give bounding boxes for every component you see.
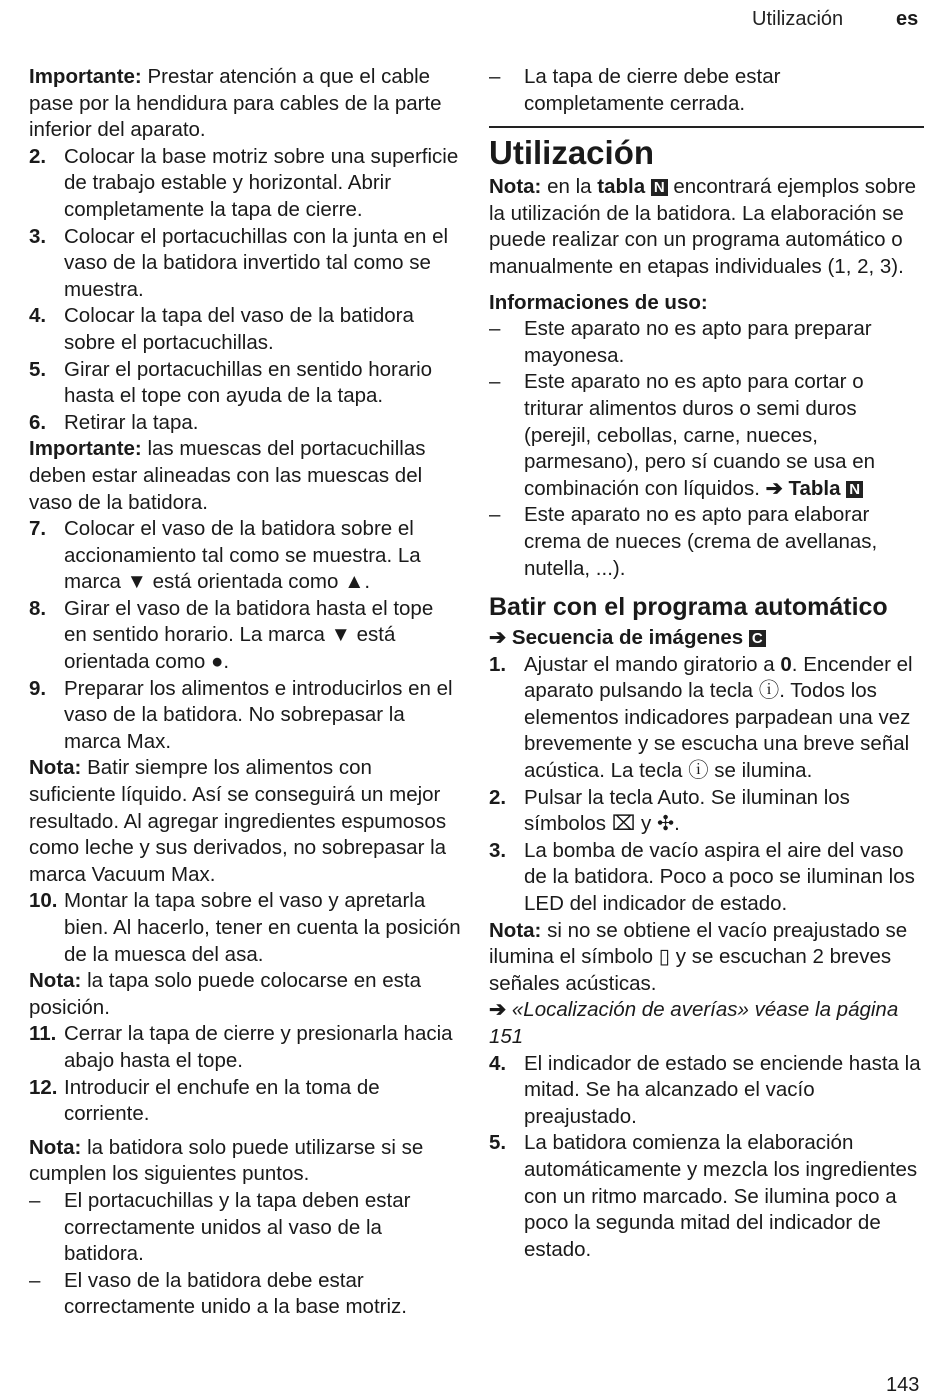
list-item: [489, 652, 924, 785]
table-n-badge: N: [651, 179, 668, 196]
step-text: Colocar el portacuchillas con la junta en el vaso de la batidora invertido tal como se muestra.: [64, 224, 449, 301]
arrow-icon: ➔: [489, 998, 507, 1022]
step-number: 9.: [29, 676, 47, 700]
list-item: [29, 596, 461, 676]
step-text: . Encender el aparato pulsando la tecla ⓘ. Todos los elementos indicadores parpadean una vez brevemente y se escucha una breve señal acústica. La tecla ⓘ se ilumina.: [524, 652, 913, 783]
step-text: Preparar los alimentos e introducirlos en el vaso de la batidora. No sobrepasar la marca: [64, 676, 453, 753]
usage-note: [489, 174, 924, 280]
step-number: 11.: [29, 1022, 57, 1046]
steps-2-6: [29, 144, 461, 437]
step-text: Pulsar la tecla: [524, 785, 658, 809]
list-item: [29, 224, 461, 304]
punct: .: [165, 729, 172, 753]
header-language: es: [896, 8, 919, 30]
table-ref: Tabla: [788, 476, 841, 500]
step-text: Colocar la tapa del vaso de la batidora sobre el portacuchillas.: [64, 304, 414, 354]
table-ref: tabla: [597, 175, 646, 199]
right-column: [489, 64, 924, 1263]
important-text: Prestar atención a que el cable pase por la hendidura para cables de la parte inferior del aparato.: [29, 65, 442, 142]
subsection-heading: Batir con el programa automático: [489, 593, 888, 622]
step-text: Colocar el vaso de la batidora sobre el accionamiento tal como se muestra. La marca ▼ está orientada como ▲.: [64, 517, 421, 594]
step-number: 7.: [29, 517, 47, 541]
list-item: [29, 357, 461, 410]
note-label: Nota:: [29, 756, 82, 780]
list-item: [489, 64, 924, 117]
step-text: Girar el vaso de la batidora hasta el tope en sentido horario. La marca ▼ está orientada como ●.: [64, 596, 434, 674]
step-text: La batidora comienza la elaboración automáticamente y mezcla los ingredientes con un ritmo marcado. Se ilumina poco a poco la segunda mitad del indicador de estado.: [524, 1131, 918, 1261]
step-text: Girar el portacuchillas en sentido horario hasta el tope con ayuda de la tapa.: [64, 357, 433, 408]
usage-info-heading: [489, 290, 924, 317]
step-number: 4.: [29, 304, 47, 328]
list-item: [489, 502, 924, 582]
dash-bullet: –: [489, 370, 501, 394]
important-label: Importante:: [29, 65, 142, 88]
note-2: [29, 968, 461, 1021]
step-number: 3.: [29, 224, 47, 248]
troubleshooting-ref: [489, 997, 924, 1050]
list-item: [489, 785, 924, 838]
list-item: [489, 838, 924, 918]
step-text: Introducir el enchufe en la toma de corriente.: [64, 1075, 380, 1126]
note-label: Nota:: [29, 969, 82, 993]
list-item: [29, 888, 461, 968]
header-section-title: Utilización: [752, 8, 844, 30]
reference-text: «Localización de averías» véase la página 151: [489, 998, 899, 1048]
note-label: Nota:: [29, 1135, 82, 1159]
step-number: 12.: [29, 1075, 58, 1099]
item-text: Este aparato no es apto para cortar o triturar alimentos duros o semi duros (perejil, cebollas, carne, nueces, parmesano), pero sí cuando se usa en combinación con líquidos.: [524, 370, 875, 500]
left-column: [29, 64, 461, 1321]
list-item: [29, 410, 461, 437]
important-label: Importante:: [29, 437, 142, 461]
list-item: [29, 144, 461, 224]
arrow-icon: ➔: [489, 626, 507, 650]
step-number: 8.: [29, 596, 47, 620]
step-number: 3.: [489, 838, 507, 862]
item-text: Este aparato no es apto para preparar mayonesa.: [524, 317, 872, 367]
punct: .: [209, 862, 216, 886]
note-text: encontrará ejemplos sobre la utilización de la batidora. La elaboración se puede realizar con un programa automático o manualmente en etapas individuales (1, 2, 3).: [489, 175, 917, 278]
step-text: La bomba de vacío aspira el aire del vaso de la batidora. Poco a poco se iluminan los LED del indicador de estado.: [524, 838, 915, 916]
dash-bullet: –: [29, 1268, 41, 1292]
dial-zero: 0: [780, 652, 792, 676]
step-text: Cerrar la tapa de cierre y presionarla hacia abajo hasta el tope.: [64, 1022, 453, 1072]
list-item: [29, 1021, 461, 1074]
dash-bullet: –: [29, 1188, 41, 1212]
subheading: Informaciones de uso:: [489, 290, 708, 314]
list-item: [489, 1130, 924, 1263]
section-divider: [489, 126, 924, 128]
note-label: Nota:: [489, 918, 542, 942]
item-text: La tapa de cierre debe estar completamente cerrada.: [524, 65, 781, 115]
step-number: 10.: [29, 889, 58, 913]
list-item: [489, 1051, 924, 1131]
note-text: Batir siempre los alimentos con suficiente líquido. Así se conseguirá un mejor resultado. Al agregar ingredientes espumosos como leche y sus derivados, no sobrepasar la marca: [29, 756, 447, 886]
note-text: la batidora solo puede utilizarse si se cumplen los siguientes puntos.: [29, 1135, 424, 1186]
dash-bullet: –: [489, 503, 501, 527]
step-number: 2.: [489, 785, 507, 809]
step-number: 1.: [489, 652, 507, 676]
list-item: [489, 369, 924, 502]
step-number: 2.: [29, 144, 47, 168]
step-number: 5.: [29, 357, 47, 381]
list-item: [29, 516, 461, 596]
important-note-2: [29, 436, 461, 516]
note-text: la tapa solo puede colocarse en esta posición.: [29, 969, 422, 1019]
image-sequence-label: Secuencia de imágenes: [511, 626, 744, 650]
list-item: [29, 1075, 461, 1128]
page-number: 143: [886, 1374, 920, 1396]
list-item: [29, 676, 461, 756]
item-text: Este aparato no es apto para elaborar crema de nueces (crema de avellanas, nutella, ...).: [524, 503, 878, 580]
arrow-icon: ➔: [765, 476, 783, 500]
important-text: las muescas del portacuchillas deben estar alineadas con las muescas del vaso de la batidora.: [29, 437, 426, 514]
list-item: [29, 1188, 461, 1268]
section-heading: Utilización: [489, 134, 655, 172]
image-sequence-ref: [489, 625, 924, 652]
step-text: Ajustar el mando giratorio a: [524, 652, 781, 676]
important-note-1: [29, 64, 461, 144]
step-number: 6.: [29, 410, 47, 434]
note-vacuum: [489, 918, 924, 998]
dash-bullet: –: [489, 65, 501, 88]
item-text: El portacuchillas y la tapa deben estar correctamente unidos al vaso de la batidora.: [64, 1188, 411, 1266]
max-mark-label: Max: [126, 729, 166, 753]
step-number: 4.: [489, 1051, 507, 1075]
step-text: El indicador de estado se enciende hasta la mitad. Se ha alcanzado el vacío preajustado.: [524, 1051, 921, 1128]
step-text: . Se iluminan los símbolos ⌧ y ✣.: [524, 785, 850, 836]
item-text: El vaso de la batidora debe estar correctamente unido a la base motriz.: [64, 1268, 407, 1319]
vacuum-max-label: Vacuum Max: [91, 862, 210, 886]
step-text: Montar la tapa sobre el vaso y apretarla bien. Al hacerlo, tener en cuenta la posición de la muesca del asa.: [64, 889, 461, 966]
note-label: Nota:: [489, 175, 542, 199]
auto-key-label: Auto: [657, 785, 700, 809]
note-1: [29, 755, 461, 888]
list-item: [29, 303, 461, 356]
list-item: [29, 1268, 461, 1321]
dash-bullet: –: [489, 317, 501, 341]
step-text: Colocar la base motriz sobre una superficie de trabajo estable y horizontal. Abrir completamente la tapa de cierre.: [64, 144, 459, 221]
step-number: 5.: [489, 1131, 507, 1155]
note-3: [29, 1135, 461, 1188]
step-text: Retirar la tapa.: [64, 410, 199, 434]
note-text: en la: [541, 175, 598, 199]
table-n-badge: N: [846, 481, 863, 498]
note-text: si no se obtiene el vacío preajustado se ilumina el símbolo ▯ y se escuchan 2 breves señales acústicas.: [489, 918, 908, 995]
sequence-c-badge: C: [749, 630, 766, 647]
list-item: [489, 316, 924, 369]
